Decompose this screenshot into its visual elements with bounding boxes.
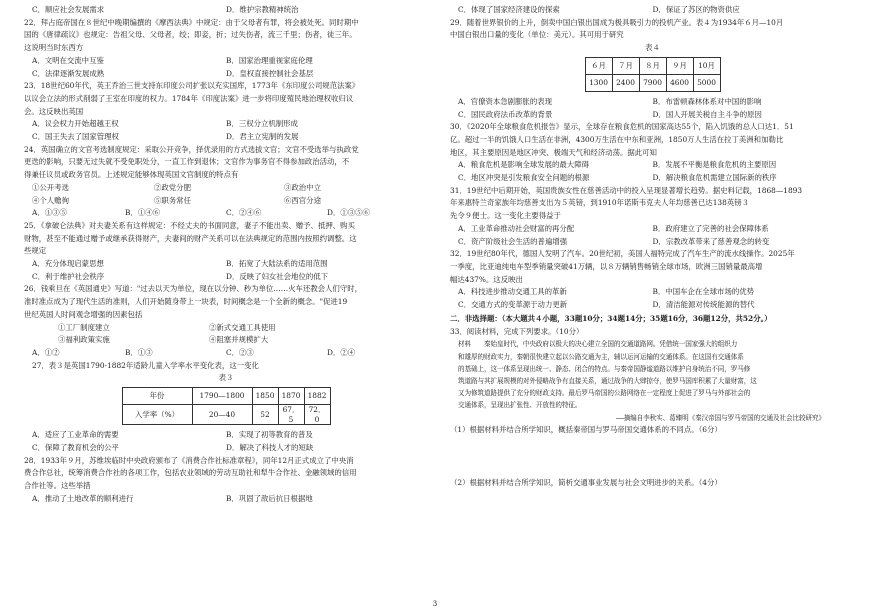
question-stem-line: 幅达437%。这反映出 <box>450 274 523 284</box>
left-column <box>24 4 428 506</box>
option-a: A．推动了土地改革的顺利进行 <box>32 493 134 503</box>
table-cell: 入学率（%） <box>122 405 192 425</box>
question-stem-line: 地区，其主要原因是地区冲突、极端天气和经济动荡。据此可知 <box>450 147 657 157</box>
table-cell: 20—40 <box>192 405 252 425</box>
question-stem-line: 亿。超过一半的饥饿人口生活在非洲，4300万生活在中东和亚洲，1850万人生活在拉丁美洲和加勒比 <box>450 134 784 144</box>
question-stem-line: 财物，甚至不能通过赠予或继承获得财产，夫妻间的财产关系可以在法典规定的范围内按照约调整。这 <box>24 233 357 243</box>
question-32 <box>450 248 855 312</box>
question-stem-line: 29．随着世界银价的上升，倒卖中国白银出国成为极具吸引力的投机产业。表４为1934年６月—10月 <box>450 17 784 27</box>
option-d: D．解决了科技人才的短缺 <box>226 443 314 453</box>
option-b: B．实现了初等教育的普及 <box>226 430 313 440</box>
option-b: B．布雷顿森林体系对中国的影响 <box>652 96 762 106</box>
option-c: C．保障了教育机会的公平 <box>32 443 119 453</box>
option-d: D．君主立宪制的发展 <box>226 132 299 142</box>
options-cd <box>24 271 428 284</box>
option-b: B．发展不平衡是粮食危机的主要原因 <box>652 160 777 170</box>
question-stem-line: 这说明当时东西方 <box>24 43 84 53</box>
options-cd <box>24 68 428 81</box>
table-cell: ７月 <box>612 57 639 74</box>
question-28 <box>24 455 428 506</box>
option-b: B．巩固了敌后抗日根据地 <box>226 493 313 503</box>
options-ab <box>24 493 428 506</box>
table-caption: 表４ <box>645 43 660 53</box>
option-d: D．清洁能源对传统能源的替代 <box>652 300 755 310</box>
option-c: C．顺应社会发展需求 <box>32 5 105 14</box>
option-c: C．②③ <box>226 347 254 357</box>
options-cd <box>24 131 428 144</box>
table-cell: 年份 <box>122 388 192 405</box>
question-stem-line: 25．《拿破仑法典》对夫妻关系有这样规定：不经丈夫的书面同意，妻子不能出卖、赠予、抵押、购买 <box>24 220 355 230</box>
statement-item: ⑤职务常任 <box>154 195 191 205</box>
option-b: B．拓宽了大陆法系的适用范围 <box>226 259 328 269</box>
statement-row <box>24 182 428 195</box>
table-cell: 52 <box>252 405 278 425</box>
question-stem-line: 31．19世纪中后期开始，英国贵族女性在慈善活动中的投入呈现显著增长趋势。据史料记载，1868—1893 <box>450 185 803 195</box>
options-ab <box>24 429 428 442</box>
option-a: A．议会权力开始超越王权 <box>32 119 119 129</box>
option-d: D．皇权直接控制社会基层 <box>226 68 314 78</box>
table-cell: 10月 <box>693 57 720 74</box>
option-b: B．①④⑥ <box>125 208 160 218</box>
question-stem-line: 合作社等。这些举措 <box>24 481 91 491</box>
option-d: D．解决粮食危机需建立国际新的秩序 <box>652 173 777 183</box>
option-c: C．法律逐渐发展成熟 <box>32 68 105 78</box>
options-cd <box>450 299 855 312</box>
options-abcd <box>24 347 428 360</box>
statement-item: ④阻塞并规模扩大 <box>209 335 269 345</box>
table-cell: 1300 <box>585 74 612 91</box>
option-a: A．适应了工业革命的需要 <box>32 430 119 440</box>
option-a: A．文明在交流中互鉴 <box>32 55 104 65</box>
statement-item: ②政党分肥 <box>154 182 191 192</box>
question-stem-line: 先令９便士。这一变化主要得益于 <box>450 211 561 221</box>
question-stem-line: 30．《2020年全球粮食危机报告》显示，全球存在粮食危机的国家高达55个，陷入饥饿的总人口达1．51 <box>450 122 794 132</box>
question-31 <box>450 185 855 249</box>
question-stem-line: 26．钱乘旦在《英国通史》写道："过去以天为单位，现在以分钟、秒为单位……火车还教会人们守时， <box>24 284 362 294</box>
q21-options-cd <box>24 4 428 17</box>
statement-item: ③政治中立 <box>284 182 321 192</box>
material-line: 的基础上，这一体系呈现出统一、静态、闭合的特点。与秦帝国静谧道路以维护自身统治不同，罗马修 <box>458 364 751 373</box>
question-23 <box>24 80 428 144</box>
table-cell: 1850 <box>252 388 278 405</box>
option-c: C．交通方式的变革源于动力更新 <box>458 300 568 310</box>
question-stem-line: 28．1933年９月，苏维埃临时中央政府颁布了《消费合作社标准章程》，同年12月正式成立了中央消 <box>24 455 354 465</box>
option-b: B．国家治理重视家庭伦理 <box>226 55 313 65</box>
material-source: ——摘编自李秋实、葛臻明《秦汉帝国与罗马帝国的交通及社会比较研究》 <box>615 413 825 422</box>
option-d: D．国人开展关税自主斗争的原因 <box>652 109 762 119</box>
page-number: 3 <box>432 600 438 608</box>
material-line: 交通体系，呈现出扩张性、开放性的特征。 <box>458 401 582 410</box>
question-stem-line: 世纪英国人时间观念增强的因素包括 <box>24 309 143 319</box>
table-cell: 4600 <box>666 74 693 91</box>
options-cd <box>450 172 855 185</box>
question-stem-line: 国的《唐律疏议》也规定：告祖父母、父母者，绞；即妾，折；过失伤者，流三千里；伤者，徒三年。 <box>24 30 357 40</box>
option-c: C．体现了国家经济建设的探索 <box>458 5 560 14</box>
question-24 <box>24 144 428 220</box>
option-b: B．中国车企在全球市场的优势 <box>652 287 755 297</box>
silver-export-table <box>585 57 721 92</box>
option-b: B．政府建立了完善的社会保障体系 <box>652 223 769 233</box>
question-stem-line: 一季度，比亚迪纯电车型季销量突破41万辆，以８万辆销售畅销全球市场，欧洲三国销量最高增 <box>450 261 763 271</box>
table-row <box>585 74 720 91</box>
option-d: D．①③⑤⑥ <box>327 208 370 218</box>
question-stem-line: 32．19世纪80年代，德国人发明了汽车。20世纪初，美国人福特完成了汽车生产的流水线操作。2025年 <box>450 249 795 259</box>
option-c: C．②④⑥ <box>226 208 262 218</box>
options-ab <box>450 223 855 236</box>
table-cell: ９月 <box>666 57 693 74</box>
table-caption: 表３ <box>218 373 234 383</box>
statement-row <box>24 195 428 208</box>
table-row <box>122 405 330 425</box>
option-c: C．资产阶级社会生活的普遍增强 <box>458 236 568 246</box>
question-29 <box>450 17 855 122</box>
table-header-row <box>585 57 720 74</box>
option-a: A．充分体现启蒙思想 <box>32 259 104 269</box>
statement-item: ①公开考选 <box>32 182 69 192</box>
option-d: D．宗教改革带来了慈善观念的转变 <box>652 236 770 246</box>
option-c: C．地区冲突是引发粮食安全问题的根源 <box>458 173 590 183</box>
answer-space <box>450 437 855 457</box>
material-line: 筑道路与其扩展规模的对外侵略战争有直接关系，通过战争的大肆掠夺，使罗马国库积累了大量财富，这 <box>458 377 757 386</box>
q28-options-cd <box>450 4 855 17</box>
question-stem-line: 23．18世纪60年代，英王乔治三世支持东印度公司扩张以充实国库，1773年《东印度公司规范法案》 <box>24 81 360 91</box>
question-stem-line: 会。这反映出英国 <box>24 106 84 116</box>
sub-question-2: （2）根据材料并结合所学知识，简析交通事业发展与社会文明进步的关系。（4分） <box>450 477 722 487</box>
material-line: 又为修筑道路提供了充分的财政支持。最后罗马帝国的公路网络在一定程度上促进了罗马与外部社会的 <box>458 389 751 398</box>
option-a: A．工业革命推动社会财富的再分配 <box>458 223 575 233</box>
option-a: A．科技进步推动交通工具的革新 <box>458 287 567 297</box>
question-stem-line: 以议会立法的形式削弱了王室在印度的权力。1784年《印度法案》进一步将印度殖民地治理权收归议 <box>24 93 354 103</box>
options-ab <box>450 96 855 109</box>
question-stem-line: 费合作总社，统筹消费合作社的各项工作，包括农业领域的劳动互助社和犁牛合作社、金融领域的信用 <box>24 468 357 478</box>
option-d: D．②④ <box>327 347 356 357</box>
statement-item: ②新式交通工具使用 <box>209 322 276 332</box>
options-cd <box>24 442 428 455</box>
enrollment-table <box>122 387 331 425</box>
table-cell: 7900 <box>639 74 666 91</box>
question-30 <box>450 121 855 185</box>
table-cell: 5000 <box>693 74 720 91</box>
question-stem-line: 24．英国确立的文官考选制度规定：采取公开竞争，择优录用的方式选拔文官；文官不受选举与执政党 <box>24 144 359 154</box>
table-cell: 2400 <box>612 74 639 91</box>
right-column <box>450 4 855 489</box>
question-stem-line: 33．阅读材料，完成下列要求。（10分） <box>450 326 584 336</box>
question-33 <box>450 326 855 490</box>
options-cd <box>450 109 855 122</box>
option-c: C．国王失去了国家管理权 <box>32 132 119 142</box>
material-passage <box>450 338 855 423</box>
option-c: C．国民政府法币改革的背景 <box>458 109 553 119</box>
answer-space <box>450 457 855 477</box>
sub-question-1: （1）根据材料并结合所学知识，概括秦帝国与罗马帝国交通体系的不同点。（6分） <box>450 424 722 434</box>
question-stem-line: 准时准点成为了现代生活的准则，人们开始随身带上一块表，时间概念是一个全新的概念。"促进19 <box>24 297 348 307</box>
option-a: A．①② <box>32 347 60 357</box>
option-d: D．维护宗教精神统治 <box>226 5 299 14</box>
table-cell: ６月 <box>585 57 612 74</box>
option-a: A．①③⑤ <box>32 208 67 218</box>
statement-row <box>24 334 428 347</box>
question-stem-line: 更迭的影响，只要无过失就不受免职处分，一直工作到退休；文官作为事务官不得参加政治活动，不 <box>24 157 350 167</box>
section-heading: 二．非选择题：（本大题共４小题，33题10分；34题14分；35题16分，36题12分，共52分。） <box>450 313 772 323</box>
question-stem-line: 些规定 <box>24 246 47 256</box>
statement-item: ⑥西官分途 <box>284 195 321 205</box>
question-stem-line: 年来惠特兰奇家族年均慈善支出为５英镑，到1910年诺斯韦克夫人年均慈善已达138英镑３ <box>450 198 749 208</box>
statement-item: ①工厂制度建立 <box>58 322 110 332</box>
table-cell: 1790—1800 <box>192 388 252 405</box>
options-abcd <box>24 207 428 220</box>
question-stem-line: 中国白银出口量的变化（单位：美元）。其可用于研究 <box>450 30 624 40</box>
material-line: 材料 秦始皇时代，中央政府以极大的决心建立全国的交通道路网。凭借统一国家强大的组织力 <box>458 340 738 349</box>
question-stem-line: 22．拜占庭帝国在８世纪中晚期编撰的《摩西法典》中规定：由于父母者有罪，将会被处死。同时期中 <box>24 17 359 27</box>
question-26 <box>24 283 428 359</box>
options-ab <box>24 118 428 131</box>
material-line: 和雄厚的财政实力，秦朝很快建立起以公路交通为主，辅以运河运输的交通体系。在这国有交通体系 <box>458 352 744 361</box>
option-c: C．利于维护社会秩序 <box>32 271 105 281</box>
table-cell: 1882 <box>304 388 330 405</box>
table-header-row <box>122 388 330 405</box>
question-27 <box>24 360 428 455</box>
table-cell: ８月 <box>639 57 666 74</box>
question-25 <box>24 220 428 284</box>
options-ab <box>24 258 428 271</box>
table-cell: 67．5 <box>278 405 304 425</box>
question-stem-line: 27．表３是英国1790-1882年适龄儿童入学率水平变化表，这一变化 <box>32 360 259 370</box>
option-a: A．粮食危机是影响全球发展的最大障碍 <box>458 160 589 170</box>
statement-item: ③福利政策实施 <box>58 335 110 345</box>
table-cell: 72．0 <box>304 405 330 425</box>
option-d: D．反映了妇女社会地位的低下 <box>226 271 329 281</box>
options-cd <box>450 236 855 249</box>
option-d: D．保证了苏区的物资供应 <box>652 5 740 14</box>
option-b: B．①③ <box>125 347 153 357</box>
question-stem-line: 得兼任议员或政务官员。上述规定能够体现英国文官制度的特点有 <box>24 170 239 180</box>
table-cell: 1870 <box>278 388 304 405</box>
options-ab <box>450 159 855 172</box>
option-b: B．三权分立机制形成 <box>226 119 298 129</box>
option-a: A．官僚资本急剧膨胀的表现 <box>458 96 553 106</box>
options-ab <box>450 286 855 299</box>
statement-item: ④个人赡徇 <box>32 195 69 205</box>
statement-row <box>24 322 428 335</box>
question-22 <box>24 17 428 81</box>
options-ab <box>24 55 428 68</box>
